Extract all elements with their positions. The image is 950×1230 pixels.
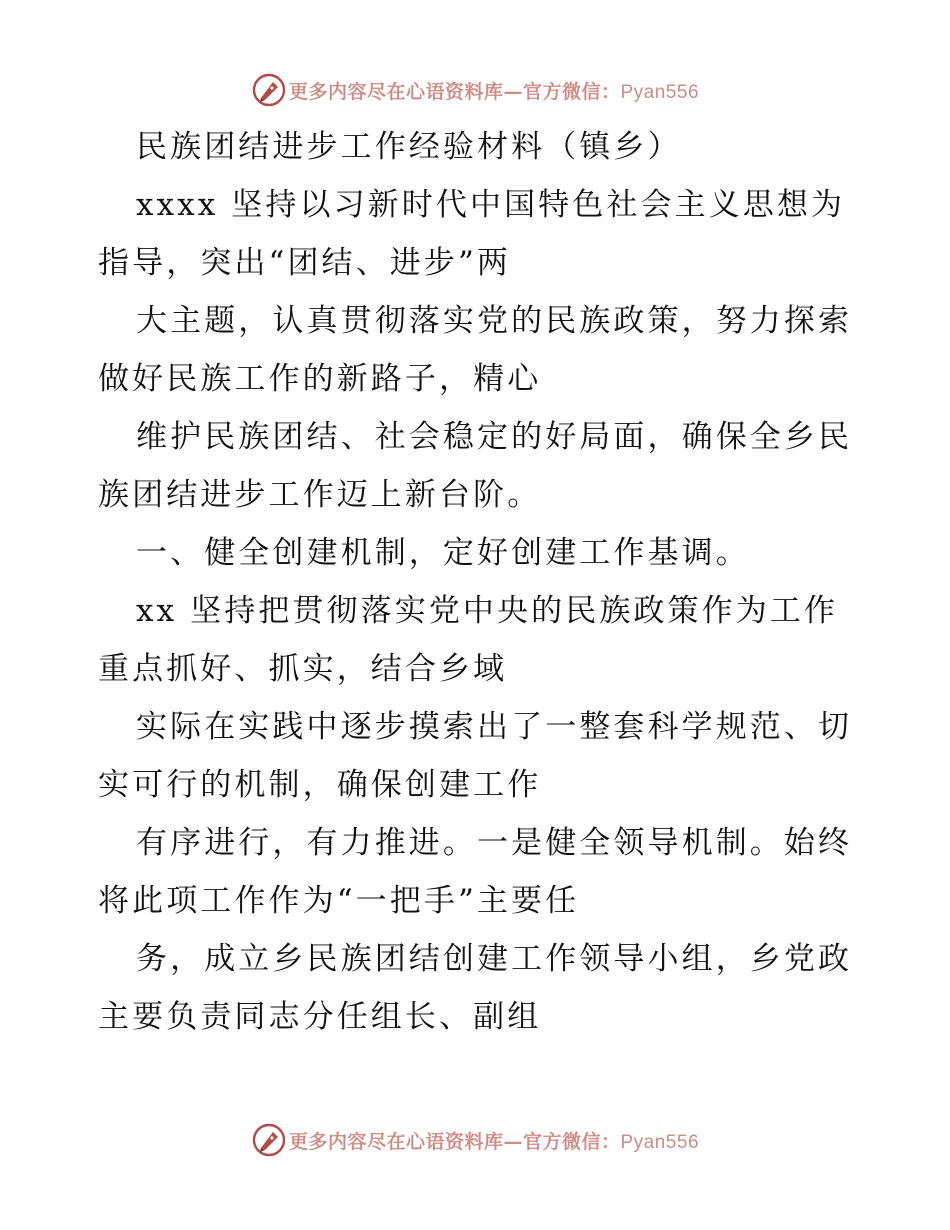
text-line: 主要负责同志分任组长、副组 <box>98 999 542 1035</box>
text-line: 指导，突出“团结、进步”两 <box>98 245 511 281</box>
text-line: 有序进行，有力推进。一是健全领导机制。始终 <box>136 825 853 861</box>
text-line: 大主题，认真贯彻落实党的民族政策，努力探索 <box>136 303 853 339</box>
footer-watermark <box>0 1120 950 1160</box>
watermark-text: 更多内容尽在心语资料库—官方微信：Pyan556 <box>288 80 700 103</box>
text-line: 维护民族团结、社会稳定的好局面，确保全乡民 <box>136 419 853 455</box>
watermark-text: 更多内容尽在心语资料库—官方微信：Pyan556 <box>288 1130 700 1153</box>
text-line: 做好民族工作的新路子，精心 <box>98 361 542 397</box>
pen-nib-logo-icon <box>251 1122 287 1158</box>
text-line: 民族团结进步工作经验材料（镇乡） <box>136 129 682 165</box>
text-line: xxxx 坚持以习新时代中国特色社会主义思想为 <box>136 187 846 223</box>
pen-nib-logo-icon <box>251 72 287 108</box>
text-line: 重点抓好、抓实，结合乡域 <box>98 651 508 687</box>
text-line: 务，成立乡民族团结创建工作领导小组，乡党政 <box>136 941 853 977</box>
text-line: 将此项工作作为“一把手”主要任 <box>98 883 580 919</box>
text-line: 一、健全创建机制，定好创建工作基调。 <box>136 535 750 571</box>
text-line: 实际在实践中逐步摸索出了一整套科学规范、切 <box>136 709 853 745</box>
text-line: 族团结进步工作迈上新台阶。 <box>98 477 542 513</box>
document-body <box>98 118 858 1046</box>
text-line: xx 坚持把贯彻落实党中央的民族政策作为工作 <box>136 593 839 629</box>
header-watermark <box>0 70 950 110</box>
text-line: 实可行的机制，确保创建工作 <box>98 767 542 803</box>
